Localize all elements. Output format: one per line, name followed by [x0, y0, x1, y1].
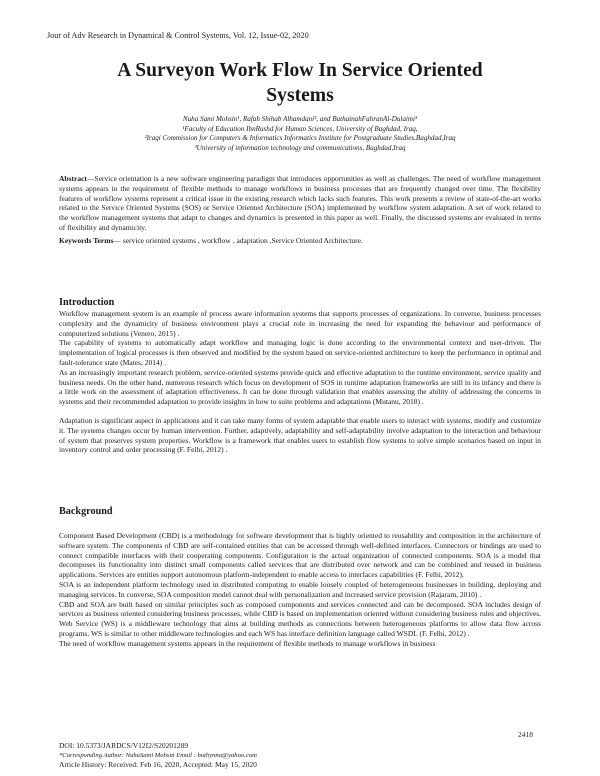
paper-title: [40, 58, 560, 108]
paragraph: As an increasingly important research problem, service-oriented systems provide quick and effective adaptation to the runtime environment, service quality and business needs. On the other hand, numerous research which focus on development of SOS in runtime adaptation frameworks are still in its infancy and there is a little work on the assessment of adaptation effectiveness. It can be done through validation that enables assessing the ability of addressing the concerns in systems and their recommended adaptation to provide insights in how to suite problems and adaptations (Mutanu, 2018) .: [59, 367, 541, 407]
affiliation-1: ¹Faculty of Education IbnRushd for Human Sciences, University of Baghdad, Iraq,: [182, 124, 418, 133]
author-names: Nuha Sami Mohsin¹, Rafah Shihab Alhamdani², and ButhainahFahranAl-Dulaimi³: [182, 115, 418, 123]
paragraph: SOA is an independent platform technology used in distributed computing to enable loosely coupled of heterogeneous businesses in building, deploying and managing services. In converse, SOA composition model cannot deal with personalization and increased service provision (Rajaram, 2010) .: [59, 579, 541, 599]
background-heading: Background: [59, 506, 113, 517]
keywords-label: Keywords Terms: [59, 236, 114, 245]
introduction-body: [59, 309, 541, 455]
running-head: Jour of Adv Research in Dynamical & Control Systems, Vol. 12, Issue-02, 2020: [47, 31, 309, 40]
paragraph: Component Based Development (CBD) is a methodology for software development that is highly oriented to reusability and composition in the architecture of software system. The components of CBD are self-contained entities that can be accessed through well-defined interfaces. Connectors or bindings are used to connect compatible interfaces with their cooperating components. Configuration is the actual organization of connected components. SOA is a model that decomposes its functionality into distinct small components called services that are distributed over network and can be combined and reused in business applications. Services are entities support autonomous platform-independent to enable access to interfaces capabilities (F. Felhi, 2012).: [59, 531, 541, 580]
corresponding-author: *Corresponding Author: NuhaSami Mohsin Email : buthynna@yahoo.com: [59, 751, 257, 759]
author-block: [40, 115, 560, 153]
title-line-1: A Surveyon Work Flow In Service Oriented: [117, 60, 483, 81]
abstract-label: Abstract: [59, 174, 87, 183]
affiliation-3: ³University of information technology and communications, Baghdad,Iraq: [194, 143, 406, 152]
affiliation-2: ²Iraqi Commission for Computers & Informatics Informatics Institute for Postgraduate Studies,Baghdad,Iraq: [144, 134, 456, 143]
doi: DOI: 10.5373/JARDCS/V12I2/S20201289: [59, 741, 189, 750]
paragraph: The capability of systems to automatically adapt workflow and managing logic is done according to the environmental context and user-driven. The implementation of logical processes is then observed and modified by the system based on service-oriented architecture to keep the performance in optimal and fault-tolerance state (Mates, 2014) .: [59, 338, 541, 367]
keywords-text: — service oriented systems , workflow , adaptation ,Service Oriented Architecture.: [113, 236, 363, 245]
title-line-2: Systems: [266, 85, 334, 106]
paragraph: CBD and SOA are built based on similar principles such as composed components and services connected and can be decomposed. SOA includes design of services as business oriented considering business processes, while CBD is based on implementation oriented without considering business rules and objectives. Web Service (WS) is a middleware technology that aims at building methods as connections between heterogeneous platforms to allow data flow across programs. WS is similar to other middleware technologies and each WS has interface definition language called WSDL (F. Felhi, 2012) .: [59, 599, 541, 638]
paragraph: Adaptation is significant aspect in applications and it can take many forms of system adaptable that enable users to interact with systems, modify and customize it. The systems changes occur by human intervention. Further, adaptively, adaptability and self-adaptability involve adaptation to the interaction and behaviour of system that preserves system properties. Workflow is a framework that enables users to establish flow systems to solve simple scenarios based on input in inventory control and order processing (F. Felhi, 2012) .: [59, 415, 541, 455]
page-footer: [59, 741, 257, 770]
article-history: Article History: Received: Feb 16, 2020, Accepted: May 15, 2020: [59, 760, 257, 770]
abstract-text: —Service orientation is a new software engineering paradigm that introduces opportunities as well as challenges. The need of workflow management systems appears in the requirement of flexible methods to manage workflows in business processes that are frequently changed over time. The flexibility features of workflow systems represent a critical issue in the existing research which lacks such features. This work presents a review of state-of-the-art works related to the Service Oriented Systems (SOS) or Service Oriented Architecture (SOA) implemented by workflow system adaptation. A set of work related to the workflow management systems that adapt to changes and dynamics is presented in this paper as well. Finally, the discussed systems are evaluated in terms of flexibility and dynamicity.: [59, 174, 541, 232]
introduction-heading: Introduction: [59, 297, 115, 308]
page-number: 2418: [518, 730, 533, 739]
paragraph: The need of workflow management systems appears in the requirement of flexible methods to manage workflows in business: [59, 638, 436, 648]
abstract: [59, 174, 541, 233]
background-body: [59, 531, 541, 649]
keywords: [59, 236, 541, 246]
paragraph: Workflow management system is an example of process aware information systems that supports processes of organizations. In converse, business processes complexity and the dynamicity of business environment plays a crucial role in increasing the need for expanding the behaviour and performance of computerized solutions (Venero, 2015) .: [59, 309, 541, 338]
